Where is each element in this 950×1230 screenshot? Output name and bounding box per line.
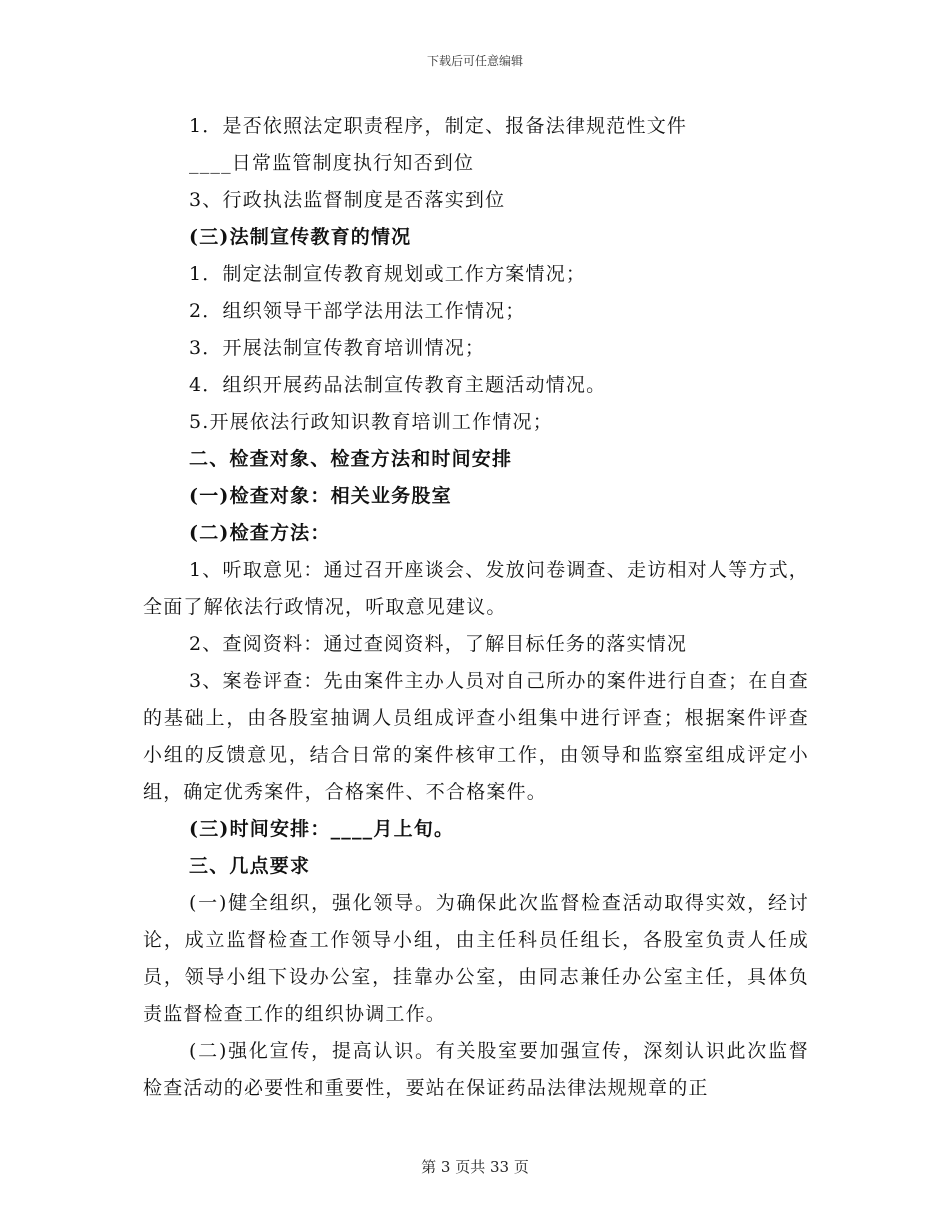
page-header-note: 下载后可任意编辑 (426, 54, 523, 68)
subsection-heading-3: (三)时间安排：____月上旬。 (189, 818, 455, 840)
paragraph-7: 3．开展法制宣传教育培训情况； (189, 337, 486, 359)
section-heading-2: 二、检查对象、检查方法和时间安排 (189, 448, 513, 470)
paragraph-6: 2．组织领导干部学法用法工作情况； (189, 300, 526, 322)
section-heading-requirements: 三、几点要求 (189, 855, 311, 877)
paragraph-18: (一)健全组织，强化领导。为确保此次监督检查活动取得实效，经讨论，成立监督检查工作领导小组，由主任科员任组长，各股室负责人任成员，领导小组下设办公室，挂靠办公室，由同志兼任办公室主任，具体负责监督检查工作的组织协调工作。 (143, 892, 809, 1025)
subsection-heading-1: (一)检查对象：相关业务股室 (189, 485, 452, 507)
paragraph-15: 3、案卷评查：先由案件主办人员对自己所办的案件进行自查；在自查的基础上，由各股室抽调人员组成评查小组集中进行评查；根据案件评查小组的反馈意见，结合日常的案件核审工作，由领导和监察室组成评定小组，确定优秀案件，合格案件、不合格案件。 (143, 670, 809, 803)
paragraph-3: 3、行政执法监督制度是否落实到位 (189, 189, 506, 211)
paragraph-5: 1．制定法制宣传教育规划或工作方案情况； (189, 263, 587, 285)
section-heading-3: (三)法制宣传教育的情况 (189, 226, 412, 248)
paragraph-19: (二)强化宣传，提高认识。有关股室要加强宣传，深刻认识此次监督检查活动的必要性和重要性，要站在保证药品法律法规规章的正 (143, 1040, 809, 1099)
paragraph-1: 1．是否依照法定职责程序，制定、报备法律规范性文件 (189, 115, 688, 137)
paragraph-8: 4．组织开展药品法制宣传教育主题活动情况。 (189, 374, 607, 396)
document-body (143, 108, 809, 1107)
subsection-heading-2: (二)检查方法： (189, 522, 331, 544)
paragraph-9: 5.开展依法行政知识教育培训工作情况； (189, 411, 553, 433)
paragraph-13: 1、听取意见：通过召开座谈会、发放问卷调查、走访相对人等方式，全面了解依法行政情况，听取意见建议。 (143, 559, 809, 618)
page-number: 第 3 页共 33 页 (421, 1158, 529, 1176)
paragraph-2: ____日常监管制度执行知否到位 (189, 152, 475, 174)
paragraph-14: 2、查阅资料：通过查阅资料，了解目标任务的落实情况 (189, 633, 688, 655)
